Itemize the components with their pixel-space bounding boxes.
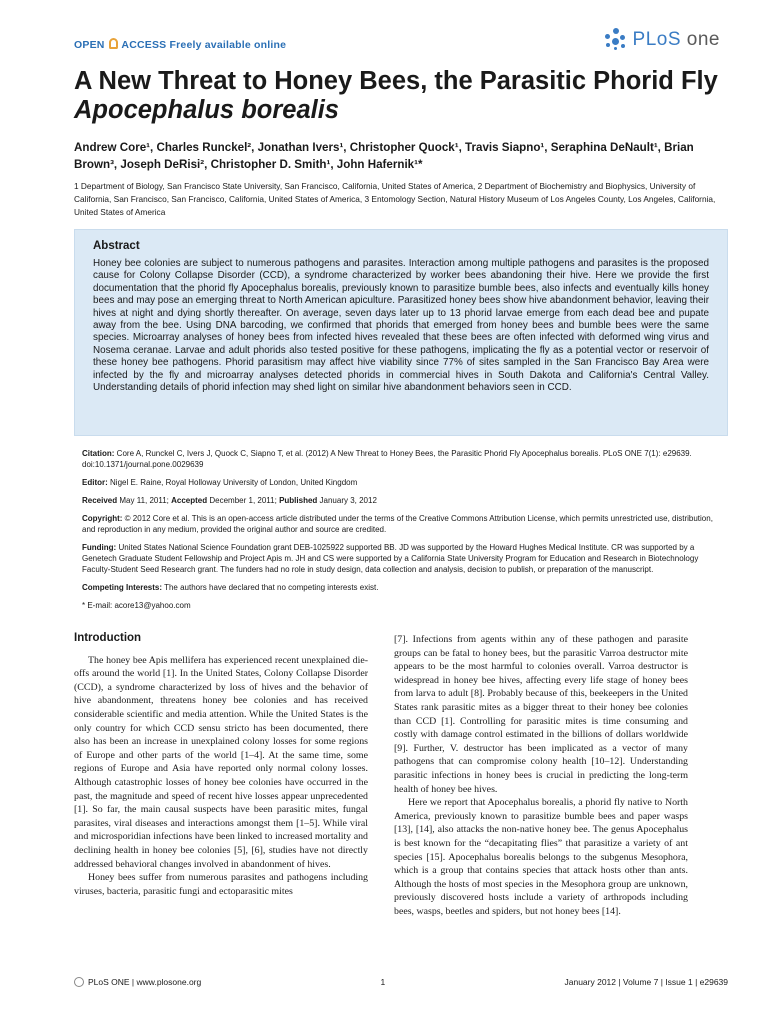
body-paragraph: Honey bees suffer from numerous parasites and pathogens including viruses, bacteria, parasitic fungi and ectoparasitic mites xyxy=(74,872,368,897)
footer-issue: January 2012 | Volume 7 | Issue 1 | e29639 xyxy=(564,977,728,987)
competing-interests-line: Competing Interests: The authors have declared that no competing interests exist. xyxy=(82,583,379,592)
editor-line: Editor: Nigel E. Raine, Royal Holloway University of London, United Kingdom xyxy=(82,478,358,487)
body-column-right xyxy=(394,633,688,918)
article-metadata xyxy=(82,448,722,618)
freely-available-text: Freely available online xyxy=(169,39,287,51)
introduction-heading: Introduction xyxy=(74,632,142,644)
affiliations: 1 Department of Biology, San Francisco State University, San Francisco, California, United States of America, 2 Department of Biochemistry and Biophysics, University of California, San Francisco, San Francisco, California, United States of America, 3 Entomology Section, Natural History Museum of Los Angeles County, Los Angeles, California, United States of America xyxy=(74,181,716,217)
body-paragraph: Here we report that Apocephalus borealis, a phorid fly native to North America, previously known to parasitize bumble bees and paper wasps [13], [14], also attacks the non-native honey bee. The genus Apocephalus is best known for the “decapitating flies” that parasitize a variety of ant species [15]. Apocephalus borealis belongs to the subgenus Mesophora, which is a group that contains species that attack hosts other than ants. Although the hosts of most species in the Mesophora group are unknown, previously discovered hosts include a variety of arthropods including bees, wasps, beetles and spiders, but not honey bees [14]. xyxy=(394,797,688,917)
copyright-line: Copyright: © 2012 Core et al. This is an open-access article distributed under the terms of the Creative Commons Attribution License, which permits unrestricted use, distribution, and reproduction in any medium, provided the original author and source are credited. xyxy=(82,514,713,534)
logo-plos-text: PLoS xyxy=(632,29,682,50)
email-line[interactable]: * E-mail: acore13@yahoo.com xyxy=(82,601,191,610)
abstract-box xyxy=(74,229,728,436)
footer-journal[interactable]: PLoS ONE | www.plosone.org xyxy=(88,977,202,987)
logo-one-text: one xyxy=(686,29,720,50)
title-line-1: A New Threat to Honey Bees, the Parasitic Phorid Fly xyxy=(74,67,718,95)
author-list: Andrew Core¹, Charles Runckel², Jonathan Ivers¹, Christopher Quock¹, Travis Siapno¹, Seraphina DeNault¹, Brian Brown³, Joseph DeRisi², Christopher D. Smith¹, John Hafernik¹* xyxy=(74,141,694,171)
open-access-banner xyxy=(74,38,286,51)
access-text: ACCESS xyxy=(121,39,167,51)
title-line-2: Apocephalus borealis xyxy=(74,96,339,124)
dates-line: Received May 11, 2011; Accepted December 1, 2011; Published January 3, 2012 xyxy=(82,496,377,505)
paper-title xyxy=(74,67,724,125)
body-column-left xyxy=(74,632,368,898)
open-access-lock-icon xyxy=(109,38,118,49)
page-number: 1 xyxy=(380,977,386,987)
abstract-text: Honey bee colonies are subject to numerous pathogens and parasites. Interaction among multiple pathogens and parasites is the proposed cause for Colony Collapse Disorder (CCD), a syndrome characterized by worker bees abandoning their hive. Here we provide the first documentation that the phorid fly Apocephalus borealis, previously known to parasitize bumble bees, also infects and eventually kills honey bees and may pose an emerging threat to North American apiculture. Parasitized honey bees show hive abandonment behavior, leaving their hives at night and dying shortly thereafter. On average, seven days later up to 13 phorid larvae emerge from each dead bee and pupate away from the bee. Using DNA barcoding, we confirmed that phorids that emerged from honey bees and bumble bees were the same species. Microarray analyses of honey bees from infected hives revealed that these bees are often infected with deformed wing virus and Nosema ceranae. Larvae and adult phorids also tested positive for these pathogens, implicating the fly as a potential vector or reservoir of these honey bee pathogens. Phorid parasitism may affect hive viability since 77% of sites sampled in the San Francisco Bay Area were infected by the fly and microarray analyses detected phorids in commercial hives in South Dakota and California's Central Valley. Understanding details of phorid infection may shed light on similar hive abandonment behaviors seen in CCD. xyxy=(93,258,709,394)
plos-one-logo[interactable] xyxy=(603,28,720,52)
open-text: OPEN xyxy=(74,39,105,51)
abstract-heading: Abstract xyxy=(93,240,140,252)
funding-line: Funding: United States National Science Foundation grant DEB-1025922 supported BB. JD was supported by the Howard Hughes Medical Institute. CR was supported by a Genetech Graduate Student Fellowship and Project Apis m. JH and CS were supported by a California State University Program for Education and Research in Biotechnology Faculty-Student Seed Research grant. The funders had no role in study design, data collection and analysis, decision to publish, or preparation of the manuscript. xyxy=(82,543,699,574)
citation-line: Citation: Core A, Runckel C, Ivers J, Quock C, Siapno T, et al. (2012) A New Threat to Honey Bees, the Parasitic Phorid Fly Apocephalus borealis. PLoS ONE 7(1): e29639. doi:10.1371/journal.pone.0029639 xyxy=(82,449,692,469)
plos-dots-icon xyxy=(603,28,629,52)
body-paragraph: [7]. Infections from agents within any of these pathogen and parasite groups can be fatal to honey bees, but the parasitic Varroa destructor mite appears to be the most harmful to colonies overall. Varroa destructor is widespread in honey bee hives, affecting every life stage of honey bees from larva to adult [8]. Probably because of this, beekeepers in the United States rank parasitic mites as a bigger threat to their honey bee colonies than CCD [1]. Controlling for parasitic mites is time consuming and costly with damage control estimated in the billions of dollars worldwide [9]. Further, V. destructor has been implicated as a vector of many pathogens that can compromise colony health [10–12]. Understanding parasitic infections in honey bees is crucial in predicting the long-term health of honey bee hives. xyxy=(394,634,688,795)
body-paragraph: The honey bee Apis mellifera has experienced recent unexplained die-offs around the world [1]. In the United States, Colony Collapse Disorder (CCD), a syndrome characterized by loss of hives and the behavior of hive abandonment, threatens honey bee colonies and has received considerable scientific and media attention. While the United States is the only country for which CCD sensu stricto has been documented, there also has been an increase in unexplained colony losses for some regions of Europe and other parts of the world [1–4]. At the same time, some regions of Europe and Asia have reported only normal colony losses. Although catastrophic losses of honey bee colonies have occurred in the past, the magnitude and speed of recent hive losses appear unprecedented [1]. So far, the main causal suspects have been parasitic mites, fungal parasites, viral diseases and interactions amongst them [1–5]. While viral and microsporidian infections have been linked to increased mortality and declining health in honey bee colonies [5], [6], studies have not directly addressed behavioral changes involved in abandonment of hives. xyxy=(74,654,368,870)
page-footer xyxy=(74,974,728,990)
plos-footer-icon xyxy=(74,977,84,987)
